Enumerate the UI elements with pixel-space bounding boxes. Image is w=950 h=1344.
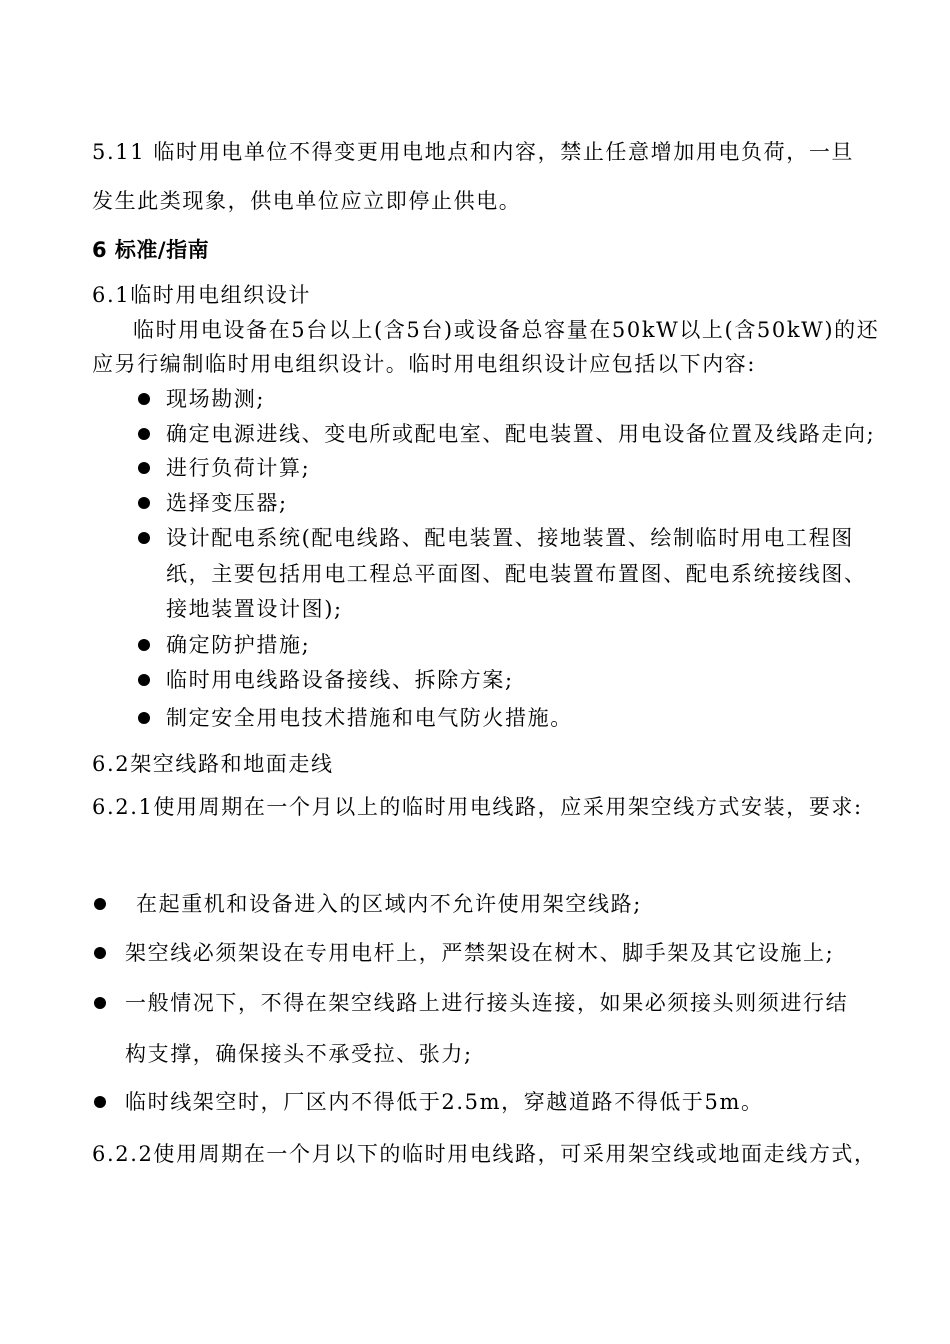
bullet-icon xyxy=(138,497,150,509)
section-6-2-1-para: 6.2.1使用周期在一个月以上的临时用电线路，应采用架空线方式安装，要求: xyxy=(92,795,863,819)
bullet-icon xyxy=(138,428,150,440)
list-item: 现场勘测; xyxy=(166,387,266,411)
list-item: 制定安全用电技术措施和电气防火措施。 xyxy=(166,706,573,730)
list-item: 临时线架空时，厂区内不得低于2.5m，穿越道路不得低于5m。 xyxy=(125,1090,764,1114)
bullet-icon xyxy=(138,639,150,651)
list-item: 设计配电系统(配电线路、配电装置、接地装置、绘制临时用电工程图 xyxy=(166,526,854,550)
bullet-icon xyxy=(94,947,106,959)
bullet-icon xyxy=(138,712,150,724)
list-item: 临时用电线路设备接线、拆除方案; xyxy=(166,668,514,692)
list-item: 确定防护措施; xyxy=(166,633,311,657)
bullet-icon xyxy=(94,898,106,910)
section-6-1-para-line-1: 临时用电设备在5台以上(含5台)或设备总容量在50kW以上(含50kW)的还 xyxy=(133,318,880,342)
section-6-1-title: 6.1临时用电组织设计 xyxy=(92,283,311,307)
bullet-icon xyxy=(94,997,106,1009)
bullet-icon xyxy=(94,1096,106,1108)
list-item: 一般情况下，不得在架空线路上进行接头连接，如果必须接头则须进行结 xyxy=(125,991,849,1015)
list-item: 确定电源进线、变电所或配电室、配电装置、用电设备位置及线路走向; xyxy=(166,422,876,446)
list-item-continuation: 构支撑，确保接头不承受拉、张力; xyxy=(125,1042,473,1066)
list-item: 进行负荷计算; xyxy=(166,456,311,480)
bullet-icon xyxy=(138,674,150,686)
section-6-2-2-para: 6.2.2使用周期在一个月以下的临时用电线路，可采用架空线或地面走线方式， xyxy=(92,1142,877,1166)
list-item-continuation: 接地装置设计图); xyxy=(166,597,343,621)
bullet-icon xyxy=(138,462,150,474)
bullet-icon xyxy=(138,532,150,544)
paragraph-5-11-line-2: 发生此类现象，供电单位应立即停止供电。 xyxy=(92,189,522,213)
section-6-heading: 6 标准/指南 xyxy=(92,238,210,262)
section-6-1-para-line-2: 应另行编制临时用电组织设计。临时用电组织设计应包括以下内容: xyxy=(92,352,757,376)
section-6-2-title: 6.2架空线路和地面走线 xyxy=(92,752,334,776)
list-item: 在起重机和设备进入的区域内不允许使用架空线路; xyxy=(136,892,642,916)
bullet-icon xyxy=(138,393,150,405)
list-item: 架空线必须架设在专用电杆上，严禁架设在树木、脚手架及其它设施上; xyxy=(125,941,835,965)
list-item: 选择变压器; xyxy=(166,491,288,515)
list-item-continuation: 纸，主要包括用电工程总平面图、配电装置布置图、配电系统接线图、 xyxy=(166,562,867,586)
paragraph-5-11-line-1: 5.11 临时用电单位不得变更用电地点和内容，禁止任意增加用电负荷，一旦 xyxy=(92,140,855,164)
